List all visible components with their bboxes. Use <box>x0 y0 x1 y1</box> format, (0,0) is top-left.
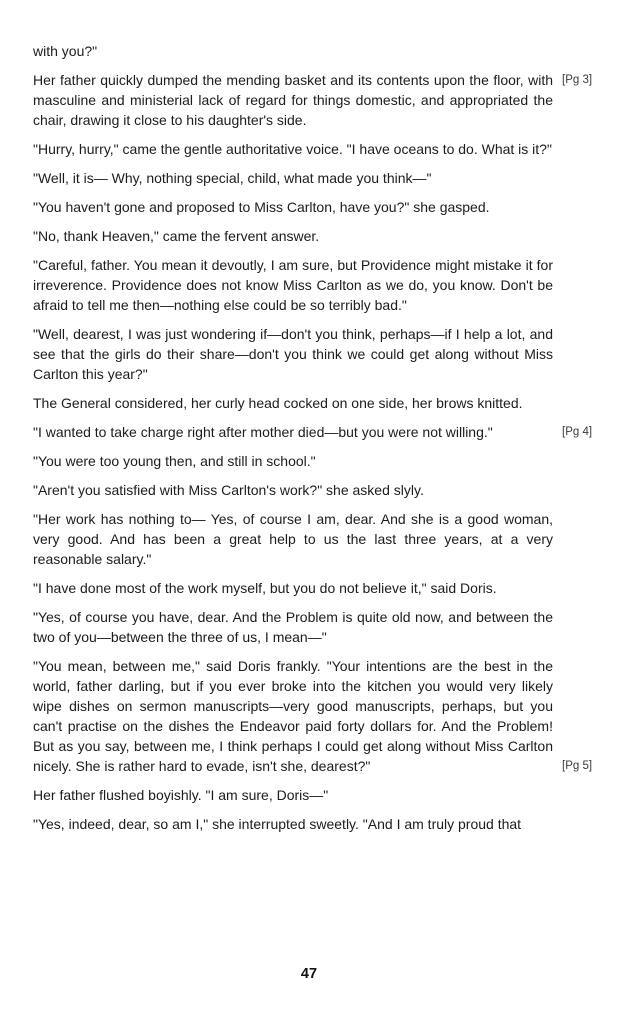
paragraph-text: "You mean, between me," said Doris frankly. "Your intentions are the best in the world, father darling, but if you ever broke into the kitchen you would very likely wipe dishes on sermon manuscripts—very good manuscripts, perhaps, but you can't practise on the dishes the Endeavor paid forty dollars for. And the Problem! But as you say, between me, I think perhaps I could get along without Miss Carlton nicely. She is rather hard to evade, isn't she, dearest?" [Pg 5] <box>33 658 593 774</box>
paragraph-text: "Her work has nothing to— Yes, of course I am, dear. And she is a good woman, very good. And has been a great help to us the last three years, at a very reasonable salary." <box>33 511 553 567</box>
paragraph-text: "Well, it is— Why, nothing special, child, what made you think—" <box>33 170 432 186</box>
paragraph-text: "Careful, father. You mean it devoutly, I am sure, but Providence might mistake it for irreverence. Providence does not know Miss Carlton as we do, you know. Don't be afraid to tell me then—nothing else could be so terribly bad." <box>33 257 553 313</box>
page-anchor-marker: [Pg 3] <box>562 74 593 86</box>
paragraph-text: "No, thank Heaven," came the fervent answer. <box>33 228 320 244</box>
paragraph-text: "Well, dearest, I was just wondering if—don't you think, perhaps—if I help a lot, and see that the girls do their share—don't you think we could get along without Miss Carlton this year?" <box>33 326 553 382</box>
paragraph-text: "You were too young then, and still in school." <box>33 453 316 469</box>
page-number: 47 <box>300 966 318 982</box>
paragraph-text: with you?" <box>33 43 98 59</box>
page-anchor-marker: [Pg 4] <box>562 426 593 438</box>
paragraph-text: "Aren't you satisfied with Miss Carlton's work?" she asked slyly. <box>33 482 424 498</box>
paragraph-text: Her father quickly dumped the mending basket and its contents upon the floor, with masculine and ministerial lack of regard for things domestic, and appropriated the chair, drawing it close to his daughter's side. [Pg 3] <box>33 72 593 128</box>
text-column <box>33 41 593 843</box>
paragraph-text: "I have done most of the work myself, but you do not believe it," said Doris. <box>33 580 497 596</box>
paragraph-text: Her father flushed boyishly. "I am sure, Doris—" <box>33 787 329 803</box>
paragraph-text: "You haven't gone and proposed to Miss Carlton, have you?" she gasped. <box>33 199 490 215</box>
paragraph-text: "Hurry, hurry," came the gentle authoritative voice. "I have oceans to do. What is it?" <box>33 141 552 157</box>
paragraph-text: "I wanted to take charge right after mother died—but you were not willing." [Pg 4] <box>33 424 593 440</box>
page-anchor-marker: [Pg 5] <box>562 760 593 772</box>
paragraph-text: "Yes, of course you have, dear. And the Problem is quite old now, and between the two of you—between the three of us, I mean—" <box>33 609 553 645</box>
paragraph-text: The General considered, her curly head cocked on one side, her brows knitted. <box>33 395 523 411</box>
paragraph-text: "Yes, indeed, dear, so am I," she interrupted sweetly. "And I am truly proud that <box>33 816 522 832</box>
